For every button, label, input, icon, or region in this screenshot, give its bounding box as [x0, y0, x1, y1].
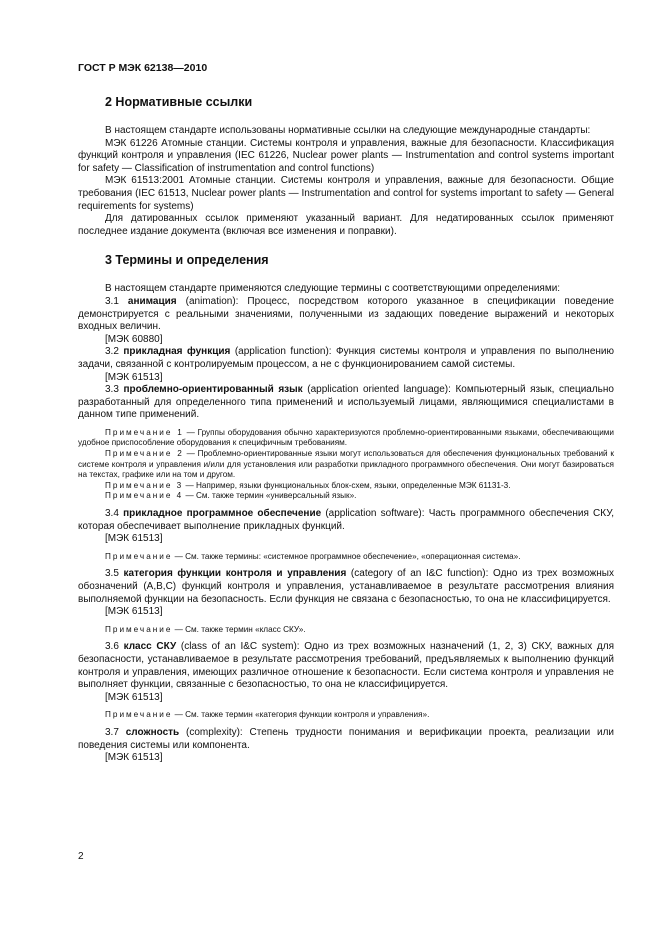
- section-2-title: 2 Нормативные ссылки: [105, 95, 253, 109]
- note: [78, 710, 614, 721]
- term-number: 3.4: [105, 508, 124, 520]
- document-header: ГОСТ Р МЭК 62138—2010: [78, 62, 208, 74]
- note-label: Примечание: [105, 551, 173, 561]
- term-source: [МЭК 61513]: [105, 371, 163, 383]
- term-number: 3.5: [105, 568, 124, 580]
- term-definition: (application software): Часть программного обеспечения СКУ, которая обеспечивает выполнение прикладных функций.: [78, 508, 614, 532]
- note-text: — Проблемно-ориентированные языки могут использоваться для обеспечения функциональных требований к системе контроля и управления и/или для установления или разработки прикладного программного обеспечения. Они могут базироваться на текстах, графике или на том и другом.: [78, 449, 615, 480]
- note-text: — Группы оборудования обычно характеризуются проблемно-ориентированными языками, обеспечивающими удобное приспособление оборудования к специфичным требованиям.: [78, 427, 615, 448]
- term-name: проблемно-ориентированный язык: [123, 384, 303, 396]
- term-definition: (application oriented language): Компьютерный язык, специально разработанный для определенного типа применений и используемый лицами, являющимися специалистами в данном типе применений.: [78, 384, 614, 421]
- term-name: прикладная функция: [123, 346, 231, 358]
- term-definition: (complexity): Степень трудности понимания и верификации проекта, реализации или поведения системы или компонента.: [78, 726, 614, 751]
- term-name: сложность: [125, 726, 180, 738]
- term-definition: (class of an I&C system): Одно из трех возможных назначений (1, 2, 3) СКУ, важных для безопасности, устанавливаемое в результате рассмотрения требований, предъявляемых к выполнению функций контроля и управления, имеющих различное отношение к безопасности. Если система контроля и управления не выполняет функции, связанные с безопасностью, то она не классифицируется.: [78, 641, 614, 691]
- note-text: — Например, языки функциональных блок-схем, языки, определенные МЭК 61131-3.: [183, 480, 511, 490]
- term-number: 3.3: [105, 384, 124, 396]
- term-number: 3.2: [105, 346, 124, 358]
- term-source: [МЭК 61513]: [105, 533, 163, 545]
- page-number: 2: [78, 851, 84, 862]
- term-definition: (application function): Функция системы контроля и управления по выполнению задачи, связанной с контролируемым процессом, а не с функционированием самой системы.: [78, 346, 614, 370]
- paragraph: МЭК 61226 Атомные станции. Системы контроля и управления, важные для безопасности. Классификация функций контроля и управления (IEC 61226, Nuclear power plants — Instrumentation and control systems important for safety — Classification of instrumentation and control functions): [78, 137, 614, 174]
- note: [78, 625, 614, 636]
- note: [78, 491, 614, 502]
- note: [78, 428, 614, 449]
- note-label: Примечание 2: [105, 449, 184, 459]
- term-3-6: [78, 641, 614, 691]
- term-number: 3.1: [105, 295, 128, 307]
- term-source: [МЭК 61513]: [105, 606, 163, 618]
- term-3-1: [78, 296, 614, 334]
- paragraph: Для датированных ссылок применяют указанный вариант. Для недатированных ссылок применяют последнее издание документа (включая все изменения и поправки).: [78, 213, 614, 237]
- term-3-7: [78, 727, 614, 752]
- term-definition: (category of an I&C function): Одно из трех возможных обозначений (A,B,C) функций контроля и управления, устанавливаемое в результате рассмотрения влияния выполняемой функции на безопасность. Если функция не связана с безопасностью, то она не классифицируется.: [78, 568, 614, 605]
- note-text: — См. также термин «категория функции контроля и управления».: [172, 710, 430, 720]
- term-source: [МЭК 61513]: [105, 752, 163, 764]
- term-definition: (animation): Процесс, посредством которого указанное в спецификации поведение демонстрируется с реальными значениями, полученными из задающих поведение выражений и некоторых входных величин.: [78, 295, 614, 333]
- term-3-4: [78, 508, 614, 533]
- term-number: 3.6: [105, 641, 124, 653]
- note-label: Примечание 1: [105, 427, 184, 437]
- note-text: — См. также термин «класс СКУ».: [172, 624, 306, 634]
- note-label: Примечание 4: [105, 491, 184, 501]
- note: [78, 481, 614, 492]
- page-content: [78, 95, 614, 765]
- term-name: класс СКУ: [123, 641, 177, 653]
- term-name: прикладное программное обеспечение: [123, 508, 322, 520]
- term-source: [МЭК 60880]: [105, 333, 163, 345]
- paragraph: В настоящем стандарте использованы нормативные ссылки на следующие международные стандарты:: [105, 125, 591, 136]
- term-3-3: [78, 384, 614, 422]
- term-number: 3.7: [105, 726, 126, 738]
- term-3-2: [78, 346, 614, 371]
- section-3-title: 3 Термины и определения: [105, 253, 269, 268]
- term-name: анимация: [127, 295, 177, 307]
- note-label: Примечание 3: [105, 480, 184, 490]
- term-name: категория функции контроля и управления: [123, 568, 347, 580]
- note: [78, 449, 614, 481]
- paragraph: МЭК 61513:2001 Атомные станции. Системы контроля и управления, важные для безопасности. Общие требования (IEC 61513, Nuclear power plants — Instrumentation and control for systems important to safety — General requirements for systems): [78, 175, 614, 212]
- note-label: Примечание: [105, 710, 173, 720]
- term-3-5: [78, 568, 614, 606]
- paragraph: В настоящем стандарте применяются следующие термины с соответствующими определениями:: [105, 283, 561, 295]
- note-text: — См. также термины: «системное программное обеспечение», «операционная система».: [172, 551, 521, 561]
- term-source: [МЭК 61513]: [105, 691, 163, 703]
- note-label: Примечание: [105, 624, 173, 634]
- note-text: — См. также термин «универсальный язык».: [183, 491, 357, 501]
- note: [78, 552, 614, 563]
